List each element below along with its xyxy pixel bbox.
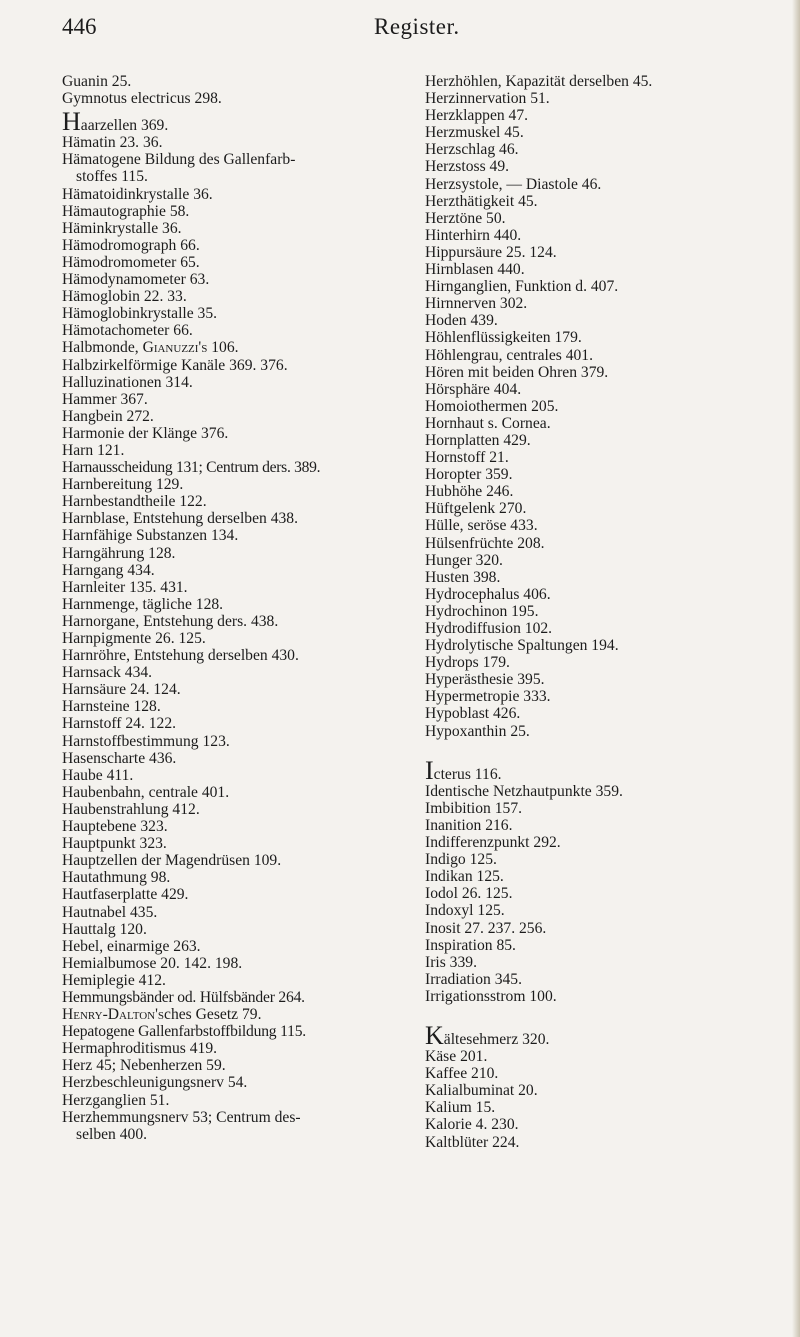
running-head: Register.: [374, 14, 460, 39]
section-gap: [425, 1005, 770, 1027]
index-entry: Hauptzellen der Magendrüsen 109.: [62, 852, 282, 870]
index-entry: Irrigationsstrom 100.: [425, 987, 557, 1005]
index-entry: Harnausscheidung 131; Centrum ders. 389.: [62, 459, 321, 477]
index-entry: Harnröhre, Entstehung derselben 430.: [62, 647, 299, 665]
index-entry: Herzthätigkeit 45.: [425, 192, 538, 210]
index-entry: Harnpigmente 26. 125.: [62, 630, 206, 647]
index-entry: Harnbestandtheile 122.: [62, 493, 207, 511]
index-entry: Hydrodiffusion 102.: [425, 620, 553, 637]
index-entry: Hypoblast 426.: [425, 705, 521, 723]
index-entry: Hülle, seröse 433.: [425, 517, 538, 535]
index-entry: Husten 398.: [425, 568, 501, 586]
index-entry: Haubenbahn, centrale 401.: [62, 783, 230, 801]
index-entry: Hepatogene Gallenfarbstoffbildung 115.: [62, 1023, 306, 1041]
index-entry: Hermaphroditismus 419.: [62, 1040, 218, 1058]
index-entry: Herzschlag 46.: [425, 141, 519, 159]
index-entry: Harmonie der Klänge 376.: [62, 424, 229, 442]
index-entry: Hörsphäre 404.: [425, 380, 522, 398]
index-entry-initial-i: [425, 755, 770, 785]
index-entry: Horopter 359.: [425, 466, 513, 484]
index-entry: Hautfaserplatte 429.: [62, 886, 189, 904]
proper-name: Henry-Dalton's: [62, 1006, 165, 1024]
index-entry: Hauptebene 323.: [62, 818, 168, 836]
index-entry: Hoden 439.: [425, 312, 498, 330]
proper-name: Gianuzzi's: [142, 339, 208, 357]
index-entry: Hüftgelenk 270.: [425, 500, 527, 518]
index-entry: Iodol 26. 125.: [425, 885, 513, 903]
index-entry-text: Halbmonde,: [62, 339, 143, 357]
index-entry: Hämatogene Bildung des Gallenfarb-: [62, 151, 296, 169]
index-entry-gianuzzi: [62, 339, 412, 356]
index-entry: Hämodynamometer 63.: [62, 271, 210, 289]
index-entry: Harngährung 128.: [62, 544, 176, 562]
index-entry: Hunger 320.: [425, 551, 503, 569]
index-entry: Hydrops 179.: [425, 654, 510, 672]
index-entry: Hören mit beiden Ohren 379.: [425, 363, 609, 381]
index-entry: Kalialbuminat 20.: [425, 1082, 538, 1100]
index-entry: Hydrochinon 195.: [425, 602, 539, 620]
index-entry: Haubenstrahlung 412.: [62, 800, 200, 818]
index-entry: Indifferenzpunkt 292.: [425, 834, 561, 852]
index-entry: Harngang 434.: [62, 561, 155, 579]
index-entry-text: ältesehmerz 320.: [443, 1030, 550, 1048]
index-entry: Kalium 15.: [425, 1099, 496, 1117]
index-column-left: [62, 73, 412, 1143]
section-initial: I: [425, 755, 434, 785]
index-entry: Harnorgane, Entstehung ders. 438.: [62, 612, 279, 630]
index-entry: Hautnabel 435.: [62, 903, 158, 921]
index-entry: Hauptpunkt 323.: [62, 835, 167, 853]
index-entry: Harnstoff 24. 122.: [62, 715, 177, 733]
section-gap: [425, 740, 770, 762]
index-entry: Indigo 125.: [425, 851, 497, 869]
index-entry: Häminkrystalle 36.: [62, 219, 182, 237]
index-entry: Hemiplegie 412.: [62, 971, 166, 989]
index-entry: Halluzinationen 314.: [62, 373, 193, 391]
index-entry: Hasenscharte 436.: [62, 749, 177, 767]
index-entry: Herzmuskel 45.: [425, 124, 524, 142]
index-entry: Harnfähige Substanzen 134.: [62, 527, 239, 545]
index-entry-text: aarzellen 369.: [80, 117, 169, 135]
index-entry: Harnleiter 135. 431.: [62, 578, 188, 596]
index-entry: Hemialbumose 20. 142. 198.: [62, 954, 243, 972]
index-entry: Hauttalg 120.: [62, 920, 147, 938]
index-entry: Hippursäure 25. 124.: [425, 243, 557, 261]
index-entry: Hämautographie 58.: [62, 202, 190, 220]
index-entry-henry-dalton: [62, 1006, 412, 1023]
index-entry: Inanition 216.: [425, 816, 513, 834]
index-entry: Hämodromograph 66.: [62, 236, 200, 254]
index-entry: Herzinnervation 51.: [425, 90, 550, 108]
index-entry-initial-h: [62, 107, 412, 137]
index-entry: Indoxyl 125.: [425, 902, 505, 920]
index-entry: Hemmungsbänder od. Hülfsbänder 264.: [62, 988, 305, 1006]
index-entry: Herzstoss 49.: [425, 158, 510, 176]
index-entry: Guanin 25.: [62, 73, 132, 90]
index-entry: Homoiothermen 205.: [425, 397, 559, 415]
index-entry: Harnsteine 128.: [62, 698, 161, 716]
index-entry: Höhlenflüssigkeiten 179.: [425, 329, 582, 347]
index-entry: Hyperästhesie 395.: [425, 671, 545, 689]
index-entry: Imbibition 157.: [425, 799, 523, 817]
index-entry: Hornplatten 429.: [425, 431, 531, 449]
index-entry: Herz 45; Nebenherzen 59.: [62, 1057, 226, 1075]
index-entry: Hydrolytische Spaltungen 194.: [425, 637, 619, 655]
index-entry: Hirnganglien, Funktion d. 407.: [425, 278, 619, 296]
index-entry: Hubhöhe 246.: [425, 483, 514, 501]
index-entry: Hornhaut s. Cornea.: [425, 414, 551, 432]
page-header: [0, 14, 800, 44]
index-entry: Harn 121.: [62, 441, 125, 459]
index-entry: Hirnblasen 440.: [425, 261, 525, 279]
index-entry: Kaffee 210.: [425, 1065, 499, 1083]
index-entry: Herzganglien 51.: [62, 1091, 170, 1109]
index-entry: Hangbein 272.: [62, 407, 154, 425]
index-entry: Hämatin 23. 36.: [62, 134, 163, 152]
index-entry-continuation: stoffes 115.: [76, 168, 148, 186]
index-entry-text: cterus 116.: [433, 765, 502, 783]
index-entry: Hautathmung 98.: [62, 869, 171, 887]
index-entry: Hammer 367.: [62, 390, 148, 408]
index-entry: Hämotachometer 66.: [62, 322, 193, 340]
index-entry: Hämoglobin 22. 33.: [62, 288, 187, 306]
index-entry: Harnmenge, tägliche 128.: [62, 595, 224, 613]
index-entry: Herzhemmungsnerv 53; Centrum des-: [62, 1108, 301, 1126]
index-entry: Hypermetropie 333.: [425, 688, 551, 706]
index-entry: Hebel, einarmige 263.: [62, 937, 201, 955]
index-entry: Herzklappen 47.: [425, 107, 529, 125]
index-entry: Inosit 27. 237. 256.: [425, 919, 547, 937]
index-entry: Käse 201.: [425, 1048, 488, 1066]
index-entry: Hirnnerven 302.: [425, 295, 528, 313]
section-initial: H: [62, 107, 81, 137]
index-entry: Kalorie 4. 230.: [425, 1116, 519, 1134]
index-entry: Hornstoff 21.: [425, 449, 509, 467]
index-entry: Hämatoidinkrystalle 36.: [62, 185, 213, 203]
index-entry: Irradiation 345.: [425, 970, 522, 988]
index-column-right: [425, 73, 770, 1151]
index-entry: Kaltblüter 224.: [425, 1133, 520, 1151]
index-entry: Identische Netzhautpunkte 359.: [425, 782, 623, 800]
page-ref: 106.: [207, 339, 239, 357]
index-entry: Harnbereitung 129.: [62, 476, 184, 494]
index-entry: Iris 339.: [425, 953, 477, 971]
page-number: 446: [62, 14, 97, 39]
index-entry: Harnblase, Entstehung derselben 438.: [62, 510, 299, 528]
index-entry: Hülsenfrüchte 208.: [425, 534, 545, 552]
index-entry: Hydrocephalus 406.: [425, 585, 551, 603]
index-entry: Hämoglobinkrystalle 35.: [62, 305, 218, 323]
index-entry: Haube 411.: [62, 766, 134, 784]
index-entry: Gymnotus electricus 298.: [62, 90, 222, 108]
index-entry: Hypoxanthin 25.: [425, 722, 530, 740]
index-entry: Harnsäure 24. 124.: [62, 681, 181, 699]
index-entry: Inspiration 85.: [425, 936, 516, 954]
index-entry: Halbzirkelförmige Kanäle 369. 376.: [62, 356, 288, 374]
index-entry-continuation: selben 400.: [76, 1125, 148, 1143]
index-entry: Herzsystole, — Diastole 46.: [425, 175, 602, 193]
index-entry: Indikan 125.: [425, 868, 504, 886]
page-edge-shadow: [792, 0, 800, 1337]
index-entry-initial-k: [425, 1020, 770, 1050]
index-entry: Herztöne 50.: [425, 209, 506, 227]
index-entry: Hinterhirn 440.: [425, 226, 522, 244]
index-entry: Höhlengrau, centrales 401.: [425, 346, 594, 364]
index-entry: Herzbeschleunigungsnerv 54.: [62, 1074, 248, 1092]
index-entry-text: ches Gesetz 79.: [164, 1006, 262, 1024]
index-entry: Herzhöhlen, Kapazität derselben 45.: [425, 73, 653, 90]
index-entry: Hämodromometer 65.: [62, 253, 200, 271]
index-entry: Harnstoffbestimmung 123.: [62, 732, 230, 750]
index-entry: Harnsack 434.: [62, 664, 153, 682]
section-initial: K: [425, 1020, 444, 1050]
